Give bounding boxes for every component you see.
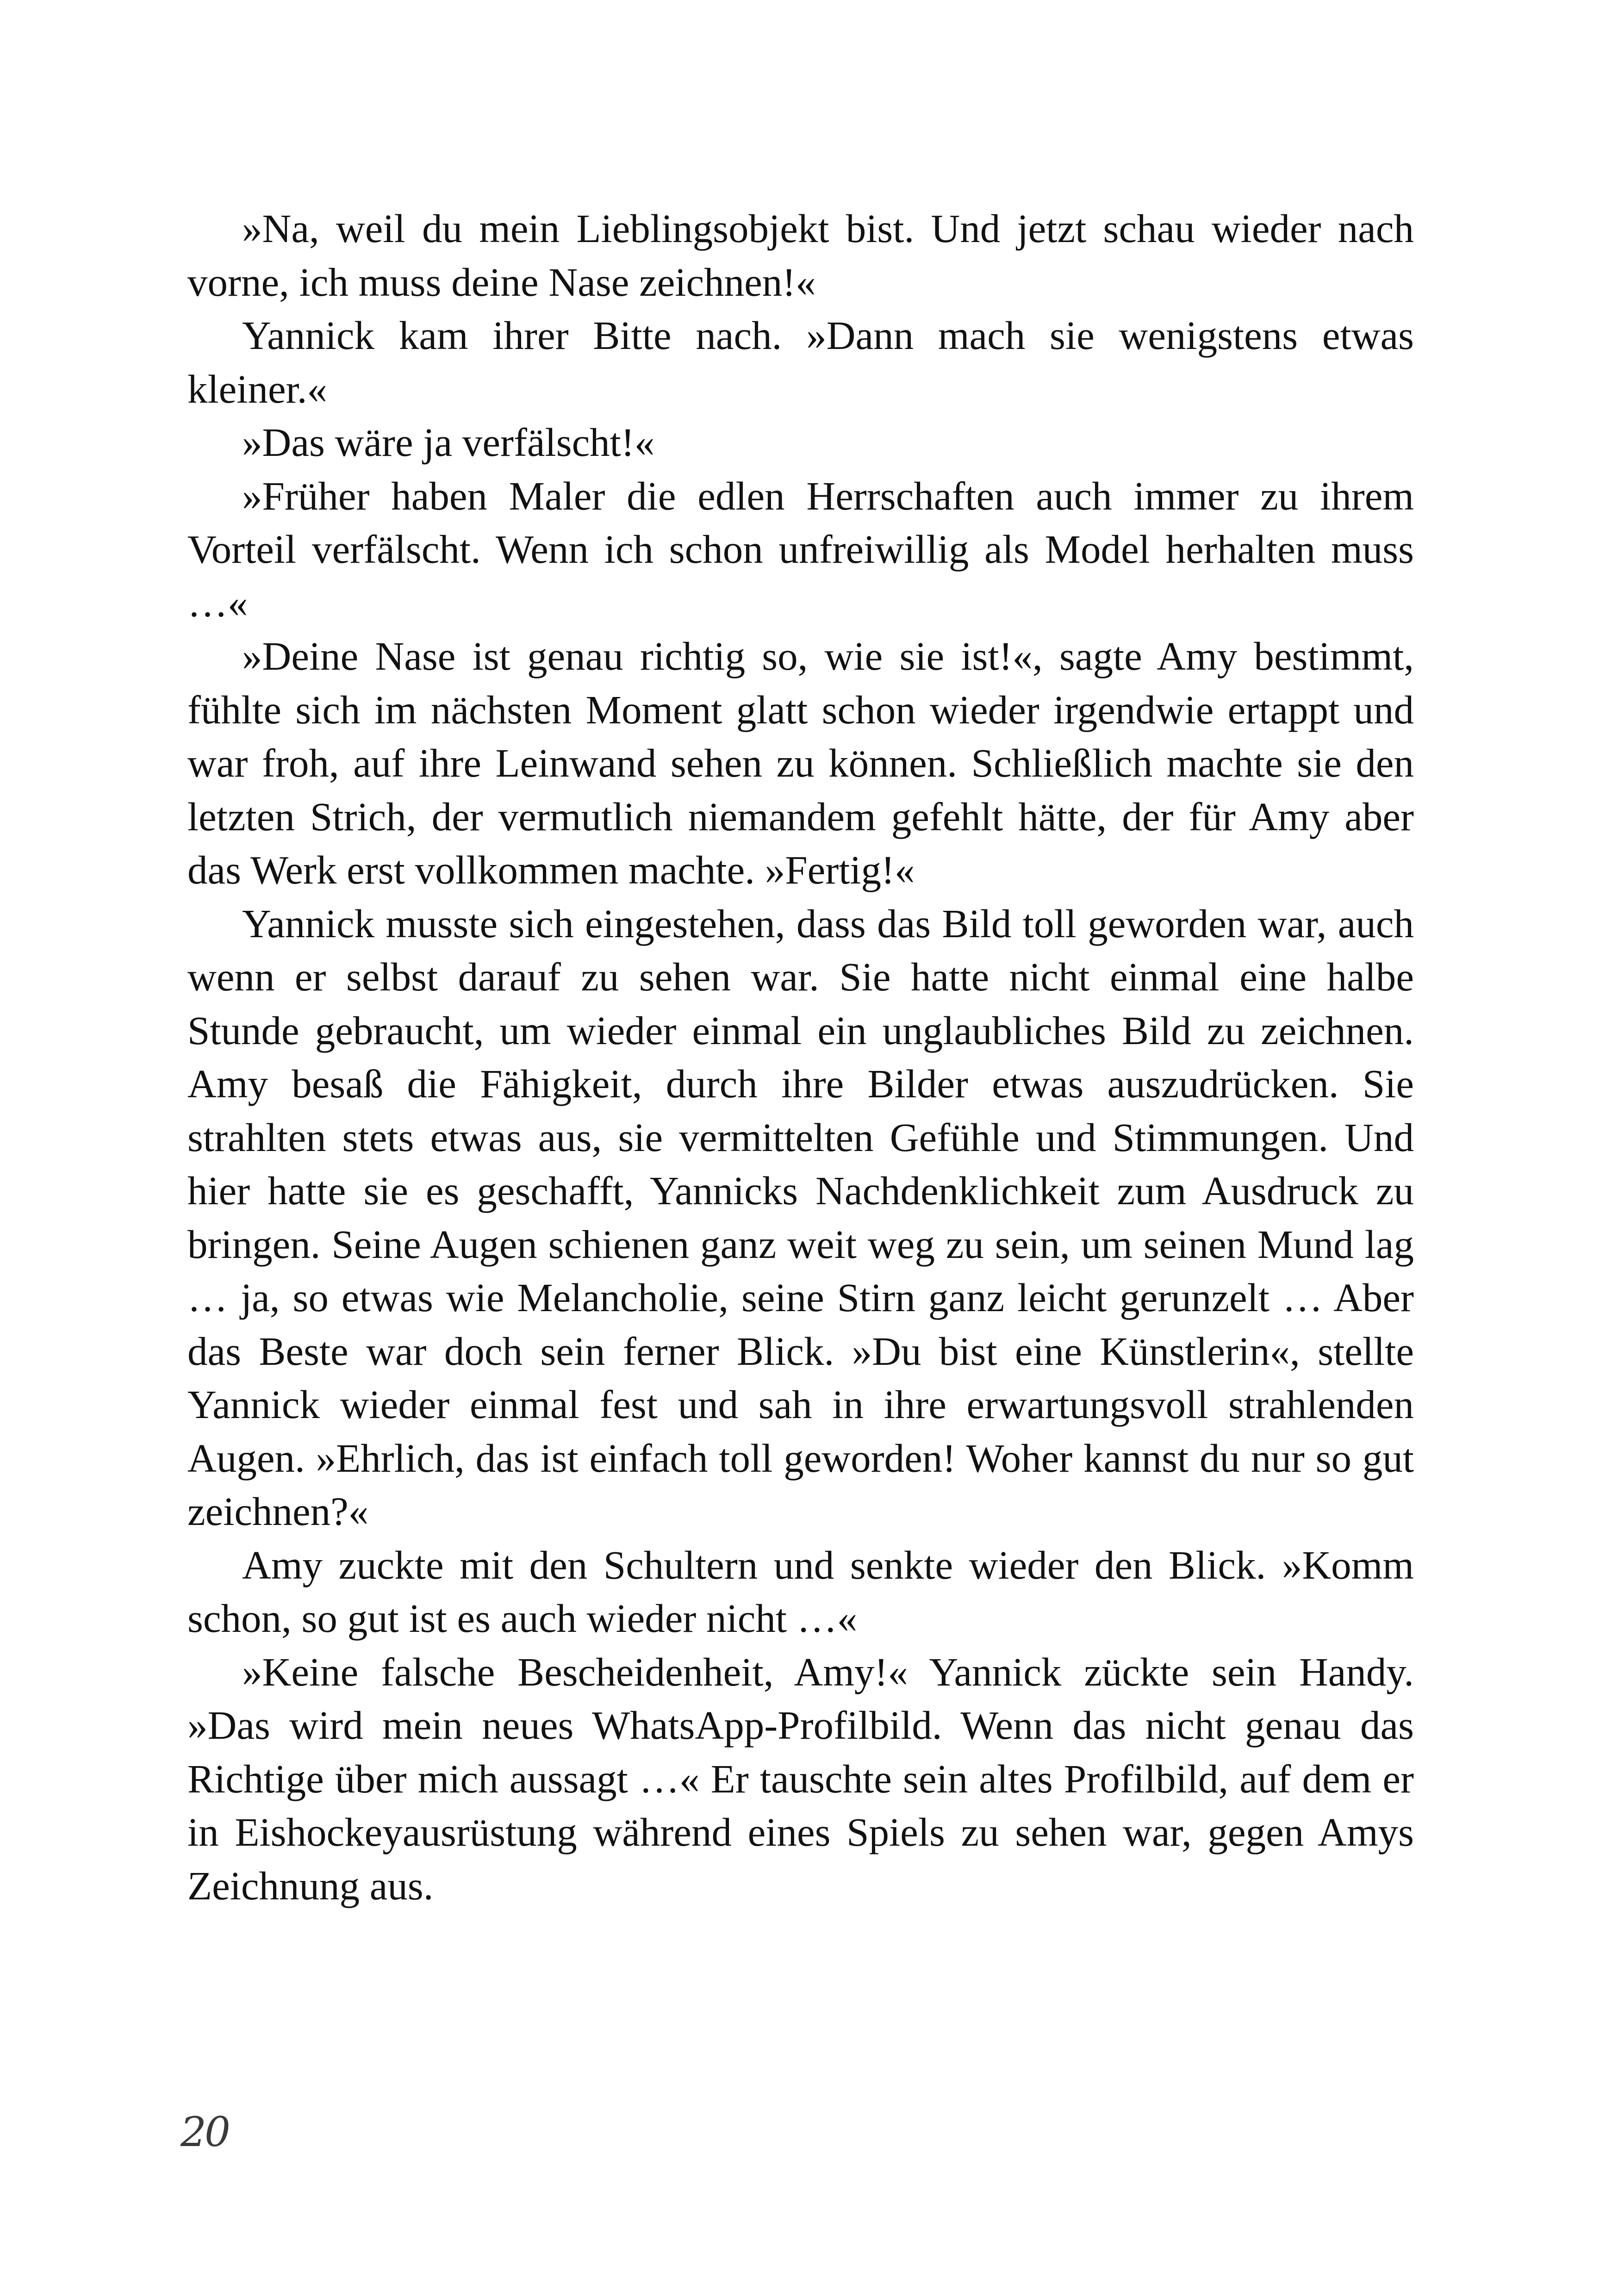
body-text bbox=[187, 202, 1414, 1912]
paragraph: »Keine falsche Bescheidenheit, Amy!« Yannick zückte sein Handy. »Das wird mein neues WhatsApp-Profilbild. Wenn das nicht genau das Richtige über mich aussagt …« Er tauschte sein altes Profilbild, auf dem er in Eishockeyausrüstung während eines Spiels zu sehen war, gegen Amys Zeichnung aus. bbox=[187, 1649, 1414, 1908]
paragraph: Amy zuckte mit den Schultern und senkte wieder den Blick. »Komm schon, so gut ist es auch wieder nicht …« bbox=[187, 1542, 1414, 1641]
paragraph: »Deine Nase ist genau richtig so, wie sie ist!«, sagte Amy bestimmt, fühlte sich im nächsten Moment glatt schon wieder irgendwie ertappt und war froh, auf ihre Leinwand sehen zu können. Schließlich machte sie den letzten Strich, der vermutlich niemandem gefehlt hätte, der für Amy aber das Werk erst vollkommen machte. »Fertig!« bbox=[187, 634, 1414, 892]
page-number: 20 bbox=[180, 2108, 229, 2156]
paragraph: Yannick musste sich eingestehen, dass das Bild toll geworden war, auch wenn er selbst darauf zu sehen war. Sie hatte nicht einmal eine halbe Stunde gebraucht, um wieder einmal ein unglaubliches Bild zu zeichnen. Amy besaß die Fähigkeit, durch ihre Bilder etwas auszudrücken. Sie strahlten stets etwas aus, sie vermittelten Gefühle und Stimmungen. Und hier hatte sie es geschafft, Yannicks Nachdenklichkeit zum Ausdruck zu bringen. Seine Augen schienen ganz weit weg zu sein, um seinen Mund lag … ja, so etwas wie Melancholie, seine Stirn ganz leicht gerunzelt … Aber das Beste war doch sein ferner Blick. »Du bist eine Künstlerin«, stellte Yannick wieder einmal fest und sah in ihre erwartungsvoll strahlenden Augen. »Ehrlich, das ist einfach toll geworden! Woher kannst du nur so gut zeichnen?« bbox=[187, 901, 1414, 1534]
paragraph: »Früher haben Maler die edlen Herrschaften auch immer zu ihrem Vorteil verfälscht. Wenn ich schon unfreiwillig als Model herhalten muss …« bbox=[187, 473, 1414, 625]
paragraph: Yannick kam ihrer Bitte nach. »Dann mach sie wenigstens etwas kleiner.« bbox=[187, 313, 1414, 411]
paragraph: »Na, weil du mein Lieblingsobjekt bist. Und jetzt schau wieder nach vorne, ich muss deine Nase zeichnen!« bbox=[187, 206, 1414, 305]
paragraph: »Das wäre ja verfälscht!« bbox=[242, 420, 655, 465]
